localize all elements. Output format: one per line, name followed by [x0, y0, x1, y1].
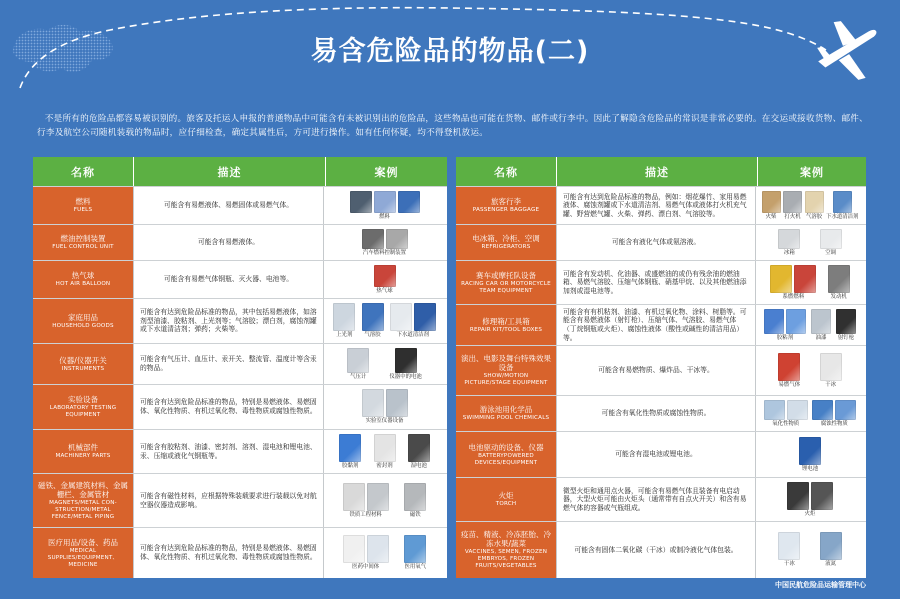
description-cell	[556, 305, 756, 345]
case-photo	[395, 348, 417, 373]
case-photos	[820, 532, 842, 560]
case-caption: 胶粘剂	[776, 334, 794, 341]
case-caption: 干冰	[783, 561, 795, 568]
case-photos	[390, 303, 436, 331]
case-cell	[324, 430, 445, 473]
left-table-row	[33, 385, 447, 429]
description-cell	[133, 299, 324, 343]
description-text: 可能含有胶粘剂、油漆、密封剂、溶剂、湿电池和锂电池、汞、压缩或液化气钢瓶等。	[140, 442, 317, 460]
case-caption: 燃料	[379, 213, 390, 220]
description-cell	[133, 430, 324, 473]
table-header	[456, 157, 866, 186]
case-example	[778, 229, 800, 257]
case-photo	[770, 265, 792, 293]
case-caption: 气溶胶	[805, 213, 823, 220]
case-photos	[770, 265, 816, 293]
item-name-en: BATTERYPOWERED DEVICES/EQUIPMENT	[474, 452, 538, 466]
case-photo	[414, 303, 436, 331]
description-cell	[133, 225, 324, 260]
case-cell	[324, 474, 445, 527]
case-cell	[324, 528, 445, 578]
case-caption: 射钉枪	[837, 334, 855, 341]
item-name-en: HOUSEHOLD GOODS	[52, 322, 114, 329]
case-photos	[805, 191, 824, 213]
case-photo	[799, 437, 821, 465]
case-photos	[362, 303, 384, 331]
header-case: 案例	[374, 165, 399, 179]
case-example	[783, 191, 802, 221]
case-photo	[811, 309, 831, 334]
item-name-en: RACING CAR OR MOTORCYCLE TEAM EQUIPMENT	[461, 280, 551, 294]
case-photo	[374, 434, 396, 462]
case-example	[805, 191, 824, 221]
header-description: 描述	[556, 157, 758, 186]
case-photo	[362, 229, 384, 249]
case-example	[799, 437, 821, 473]
case-photos	[404, 535, 426, 563]
case-photos	[343, 535, 389, 563]
case-photos	[347, 348, 369, 373]
case-photos	[350, 191, 420, 213]
footer-organization: 中国民航危险品运输管理中心	[775, 581, 866, 589]
left-table-row	[33, 344, 447, 384]
description-cell	[556, 261, 756, 304]
description-text: 可能含有发动机、化油器、或盛燃油的或仍有残余油的燃油箱、易燃气溶胶、压缩气体钢瓶、硝基甲烷、以及其他燃油添加剂或湿电池等。	[563, 269, 747, 295]
item-name-en: MACHINERY PARTS	[55, 453, 111, 459]
item-name-en: MEDICAL SUPPLIES/EQUIPMENT、MEDICINE	[47, 547, 119, 568]
table-header	[33, 157, 447, 186]
case-example	[343, 535, 389, 571]
item-name-cn: 实验设备	[68, 395, 98, 404]
case-caption: 易燃气体	[778, 381, 801, 388]
description-cell	[133, 344, 324, 384]
case-photo	[778, 353, 800, 381]
item-name-cn: 机械部件	[68, 443, 98, 452]
item-name-cell	[456, 478, 556, 521]
left-table-row	[33, 187, 447, 224]
case-photo	[374, 191, 396, 213]
case-photo	[833, 191, 852, 213]
case-caption: 仪器中的电池	[389, 373, 422, 380]
case-cell	[756, 396, 864, 431]
item-name-cell	[456, 346, 556, 395]
case-photos	[828, 265, 850, 293]
case-photos	[778, 532, 800, 560]
left-table-body	[33, 187, 447, 578]
case-photos	[820, 353, 842, 381]
case-example	[339, 434, 361, 470]
case-photo	[398, 191, 420, 213]
case-example	[333, 303, 355, 339]
item-name-cn: 演出、电影及舞台特殊效果设备	[461, 354, 551, 372]
case-caption: 发动机	[830, 293, 847, 300]
case-caption: 打火机	[784, 213, 801, 220]
case-example	[343, 483, 389, 519]
item-name-en: MAGNETS/METAL CON-STRUCTION/METAL FENCE/METAL PIPING	[49, 499, 117, 520]
case-photos	[799, 437, 821, 465]
case-photo	[764, 400, 785, 420]
case-photo	[786, 309, 806, 334]
item-name-cn: 电冰箱、冷柜、空调	[472, 234, 540, 243]
case-example	[762, 191, 781, 221]
case-caption: 磁铁	[409, 511, 421, 518]
case-caption: 腐蚀性物质	[820, 420, 848, 427]
description-text: 可能含有磁性材料，应根据特殊装载要求进行装载以免对航空器仪器造成影响。	[140, 491, 317, 509]
case-caption: 汽车燃料控制装置	[362, 249, 407, 256]
case-photos	[404, 483, 426, 511]
case-example	[389, 348, 421, 381]
case-photo	[390, 303, 412, 331]
description-cell	[556, 187, 756, 224]
case-caption: 火柴	[765, 213, 777, 220]
case-photos	[339, 434, 361, 462]
item-name-cn: 旅客行李	[491, 197, 521, 206]
case-example	[350, 191, 420, 221]
case-photos	[764, 309, 806, 334]
case-caption: 上光剂	[336, 332, 353, 339]
case-photo	[333, 303, 355, 331]
case-photo	[386, 229, 408, 249]
item-name-en: REPAIR KIT/TOOL BOXES	[469, 326, 543, 333]
case-caption: 液氮	[825, 561, 837, 568]
right-table-row	[456, 478, 866, 521]
case-example	[787, 482, 833, 518]
description-text: 可能含有气压计、血压计、汞开关、整流管、温度计等含汞的物品。	[140, 355, 317, 372]
description-cell	[556, 396, 756, 431]
left-table-row	[33, 225, 447, 260]
case-example	[820, 229, 842, 257]
case-photo	[386, 389, 408, 417]
item-name-en: REFRIGERATORS	[481, 244, 531, 250]
case-caption: 空调	[825, 249, 837, 256]
right-table-body	[456, 187, 866, 578]
page-title: 易含危险品的物品(二)	[310, 36, 590, 67]
description-cell	[133, 187, 324, 224]
case-photos	[374, 265, 396, 287]
case-example	[764, 309, 806, 342]
case-photo	[408, 434, 430, 462]
case-example	[828, 265, 850, 301]
case-example	[770, 265, 816, 301]
case-cell	[324, 344, 445, 384]
description-text: 可能含有易燃液体、易燃固体或易燃气体。	[163, 201, 294, 210]
description-cell	[556, 478, 756, 521]
case-photos	[374, 434, 396, 462]
item-name-en: PASSENGER BAGGAGE	[472, 207, 540, 213]
item-name-cn: 仪器/仪器开关	[59, 355, 107, 365]
case-photos	[787, 482, 833, 510]
case-example	[404, 535, 426, 571]
case-photo	[339, 434, 361, 462]
case-photo	[783, 191, 802, 213]
description-text: 可能含有有机粘剂、油漆、有机过氧化物、涂料、树脂等。可能含有易燃液体（射钉枪）、压缩气体、气溶胶、易燃气体（丁烷钢瓶或火炬）、腐蚀性液体（酸性或碱性的清洁用品）等。	[563, 307, 747, 342]
item-name-cell	[33, 187, 133, 224]
case-cell	[756, 346, 864, 395]
description-text: 可能含有易燃物质、爆炸品、干冰等。	[598, 366, 714, 375]
case-example	[408, 434, 430, 470]
case-photo	[362, 389, 384, 417]
case-cell	[756, 305, 864, 345]
case-caption: 铁质工程材料	[349, 511, 382, 518]
case-photo	[787, 400, 808, 420]
item-name-cn: 热气球	[71, 271, 95, 280]
case-cell	[324, 225, 445, 260]
item-name-cell	[33, 528, 133, 578]
item-name-en: SHOW/MOTION PICTURE/STAGE EQUIPMENT	[464, 373, 548, 386]
description-text: 微型火炬和通用点火器，可能含有易燃气体且装备有电启动器，大型火炬可能由火炬头（通常带有自点火开关）和含有易燃气体的容器或气瓶组成。	[563, 486, 747, 512]
case-photos	[362, 229, 408, 249]
case-photos	[778, 229, 800, 249]
case-photo	[811, 482, 833, 510]
case-example	[362, 229, 408, 257]
item-name-cn: 家庭用品	[68, 312, 98, 322]
case-caption: 下水道清洁剂	[826, 213, 859, 220]
case-photo	[812, 400, 833, 420]
case-cell	[324, 385, 445, 429]
item-name-cell	[456, 305, 556, 345]
case-example	[811, 309, 831, 342]
item-name-cn: 燃油控制装置	[60, 234, 106, 243]
right-table	[456, 157, 866, 578]
case-cell	[756, 478, 864, 521]
description-text: 可能含有达到危险品标准的物品，特别是易燃液体、易燃固体、氧化性物质、有机过氧化物、毒性物质或腐蚀性物质。	[140, 544, 317, 561]
case-example	[778, 532, 800, 568]
case-example	[362, 303, 384, 339]
case-caption: 冰箱	[783, 249, 795, 256]
right-table-row	[456, 522, 866, 578]
case-photo	[835, 400, 856, 420]
case-photos	[833, 191, 852, 213]
case-caption: 干冰	[825, 381, 837, 388]
case-example	[820, 532, 842, 568]
case-example	[778, 353, 800, 389]
description-cell	[133, 385, 324, 429]
case-photos	[783, 191, 802, 213]
case-example	[374, 265, 396, 295]
item-name-cell	[456, 261, 556, 304]
case-example	[764, 400, 808, 428]
case-photos	[811, 309, 831, 334]
item-name-cn: 燃料	[75, 197, 91, 206]
case-example	[812, 400, 856, 428]
item-name-cell	[33, 261, 133, 298]
case-photos	[762, 191, 781, 213]
case-photos	[764, 400, 808, 420]
right-table-row	[456, 305, 866, 345]
left-table	[33, 157, 447, 578]
item-name-cn: 游泳池用化学品	[479, 405, 533, 414]
case-caption: 下水道清洁剂	[396, 332, 429, 339]
case-photo	[836, 309, 856, 334]
description-cell	[133, 261, 324, 298]
header-description: 描述	[133, 157, 326, 186]
item-name-cell	[33, 344, 133, 384]
case-cell	[324, 299, 445, 343]
case-example	[347, 348, 369, 381]
item-name-cell	[33, 430, 133, 473]
case-example	[362, 389, 408, 425]
case-photo	[828, 265, 850, 293]
case-photos	[820, 229, 842, 249]
item-name-cell	[456, 187, 556, 224]
case-photo	[805, 191, 824, 213]
description-cell	[556, 346, 756, 395]
right-table-row	[456, 346, 866, 395]
case-cell	[756, 187, 864, 224]
case-photo	[374, 265, 396, 287]
item-name-cell	[456, 225, 556, 260]
case-caption: 氧化性物质	[772, 420, 800, 427]
left-table-row	[33, 299, 447, 343]
header-name: 名称	[71, 165, 95, 179]
item-name-cn: 电池驱动的设备、仪器	[468, 442, 544, 452]
case-photo	[343, 483, 365, 511]
case-caption: 湿电池	[410, 462, 427, 469]
description-cell	[556, 432, 756, 477]
item-name-cell	[33, 385, 133, 429]
description-text: 可能含有达到危险品标准的物品，例如：烟花爆竹、家用易燃液体、腐蚀剂罐或下水道清洁剂、易燃气体或液体打火机充气罐、野营燃气罐、火柴、弹药、漂白剂、气溶胶等。	[563, 192, 747, 218]
case-photo	[820, 532, 842, 560]
case-photo	[362, 303, 384, 331]
case-photos	[395, 348, 417, 373]
description-text: 可能含有固体二氧化碳（干冰）或制冷液化气体包装。	[574, 545, 738, 554]
item-name-en: SWIMMING POOL CHEMICALS	[462, 415, 550, 421]
case-photos	[343, 483, 389, 511]
description-text: 可能含有达到危险品标准的物品，特别是易燃液体、易燃固体、氧化性物质、有机过氧化物、毒性物质或腐蚀性物质。	[140, 398, 317, 415]
right-table-row	[456, 187, 866, 224]
item-name-cell	[456, 432, 556, 477]
case-photo	[762, 191, 781, 213]
case-photos	[362, 389, 408, 417]
description-cell	[133, 528, 324, 578]
left-table-row	[33, 528, 447, 578]
case-caption: 火炬	[804, 510, 816, 517]
case-caption: 实验室仪器设备	[365, 418, 404, 425]
case-photo	[794, 265, 816, 293]
case-caption: 油漆	[815, 334, 827, 341]
item-name-en: FUEL CONTROL UNIT	[52, 244, 114, 250]
item-name-en: LABORATORY TESTING EQUIPMENT	[49, 405, 117, 418]
case-caption: 医药中间体	[352, 564, 380, 571]
case-photo	[347, 348, 369, 373]
item-name-cn: 疫苗、精液、冷冻胚胎、冷冻水果/蔬菜	[461, 530, 551, 548]
case-cell	[324, 261, 445, 298]
case-example	[404, 483, 426, 519]
description-text: 可能含有易燃液体。	[197, 238, 260, 247]
case-caption: 密封剂	[376, 462, 393, 469]
item-name-cell	[33, 225, 133, 260]
case-photo	[404, 535, 426, 563]
item-name-en: TORCH	[495, 501, 517, 507]
case-cell	[324, 187, 445, 224]
case-caption: 气溶胶	[364, 332, 381, 339]
item-name-cell	[33, 299, 133, 343]
description-cell	[133, 474, 324, 527]
item-name-cn: 修理箱/工具箱	[482, 316, 530, 326]
left-table-row	[33, 430, 447, 473]
case-photo	[343, 535, 365, 563]
description-text: 可能含有液化气体或氨溶液。	[611, 238, 701, 247]
item-name-cn: 赛车或摩托队设备	[476, 270, 536, 280]
description-text: 可能含有易燃气体钢瓶、灭火器、电池等。	[163, 275, 294, 284]
case-photos	[778, 353, 800, 381]
item-name-en: FUELS	[73, 207, 93, 213]
intro-paragraph: 不是所有的危险品都容易被识别的。旅客及托运人申报的普通物品中可能含有未被识别出的危险品，这些物品也可能在货物、邮件或行李中。因此了解隐含危险品的常识是非常必要的。在交运或接收货物、邮件、行李及航空公司随机装载的物品时，应仔细检查，确定其属性后，方可进行操作。如有任何怀疑，均不得登机放运。	[37, 114, 868, 138]
case-example	[826, 191, 858, 221]
item-name-cell	[456, 396, 556, 431]
case-photo	[820, 353, 842, 381]
case-example	[820, 353, 842, 389]
case-photos	[333, 303, 355, 331]
case-photo	[820, 229, 842, 249]
item-name-cn: 火炬	[498, 491, 514, 500]
case-cell	[756, 432, 864, 477]
case-cell	[756, 261, 864, 304]
item-name-en: HOT AIR BALLOON	[55, 281, 111, 287]
right-table-row	[456, 432, 866, 477]
right-table-row	[456, 261, 866, 304]
item-name-cn: 医疗用品/设备、药品	[47, 537, 119, 547]
case-photo	[350, 191, 372, 213]
case-caption: 气压计	[350, 373, 367, 380]
left-table-row	[33, 474, 447, 527]
description-cell	[556, 225, 756, 260]
case-photos	[812, 400, 856, 420]
item-name-cell	[456, 522, 556, 578]
case-cell	[756, 225, 864, 260]
item-name-en: INSTRUMENTS	[61, 365, 105, 372]
case-caption: 热气球	[376, 287, 393, 294]
item-name-cell	[33, 474, 133, 527]
case-caption: 系燃燃料	[782, 293, 805, 300]
right-table-row	[456, 225, 866, 260]
case-example	[836, 309, 856, 342]
case-cell	[756, 522, 864, 578]
case-photos	[408, 434, 430, 462]
case-photo	[764, 309, 784, 334]
case-caption: 锂电池	[801, 465, 819, 472]
case-example	[374, 434, 396, 470]
case-photo	[367, 483, 389, 511]
right-table-row	[456, 396, 866, 431]
description-cell	[556, 522, 756, 578]
description-text: 可能含有湿电池或锂电池。	[615, 450, 697, 459]
left-table-row	[33, 261, 447, 298]
item-name-cn: 磁铁、金属建筑材料、金属栅栏、金属管材	[38, 480, 128, 499]
description-text: 可能含有氧化性物质或腐蚀性物质。	[601, 409, 711, 418]
case-photo	[367, 535, 389, 563]
case-photo	[787, 482, 809, 510]
case-caption: 胶黏剂	[342, 462, 359, 469]
case-photo	[778, 229, 800, 249]
case-caption: 医用氧气	[404, 564, 427, 571]
case-example	[390, 303, 436, 339]
header-name: 名称	[494, 165, 518, 179]
description-text: 可能含有达到危险品标准的物品，其中包括易燃液体，如溶剂型油漆、胶粘剂、上光剂等；气溶胶；漂白剂，腐蚀剂罐或下水道清洁剂；弹药；火柴等。	[140, 308, 317, 334]
case-photo	[404, 483, 426, 511]
case-photo	[778, 532, 800, 560]
item-name-en: VACCINES, SEMEN, FROZEN EMBRYOS, FROZEN FRUITS/VEGETABLES	[464, 549, 548, 569]
case-photos	[836, 309, 856, 334]
header-case: 案例	[800, 165, 824, 179]
